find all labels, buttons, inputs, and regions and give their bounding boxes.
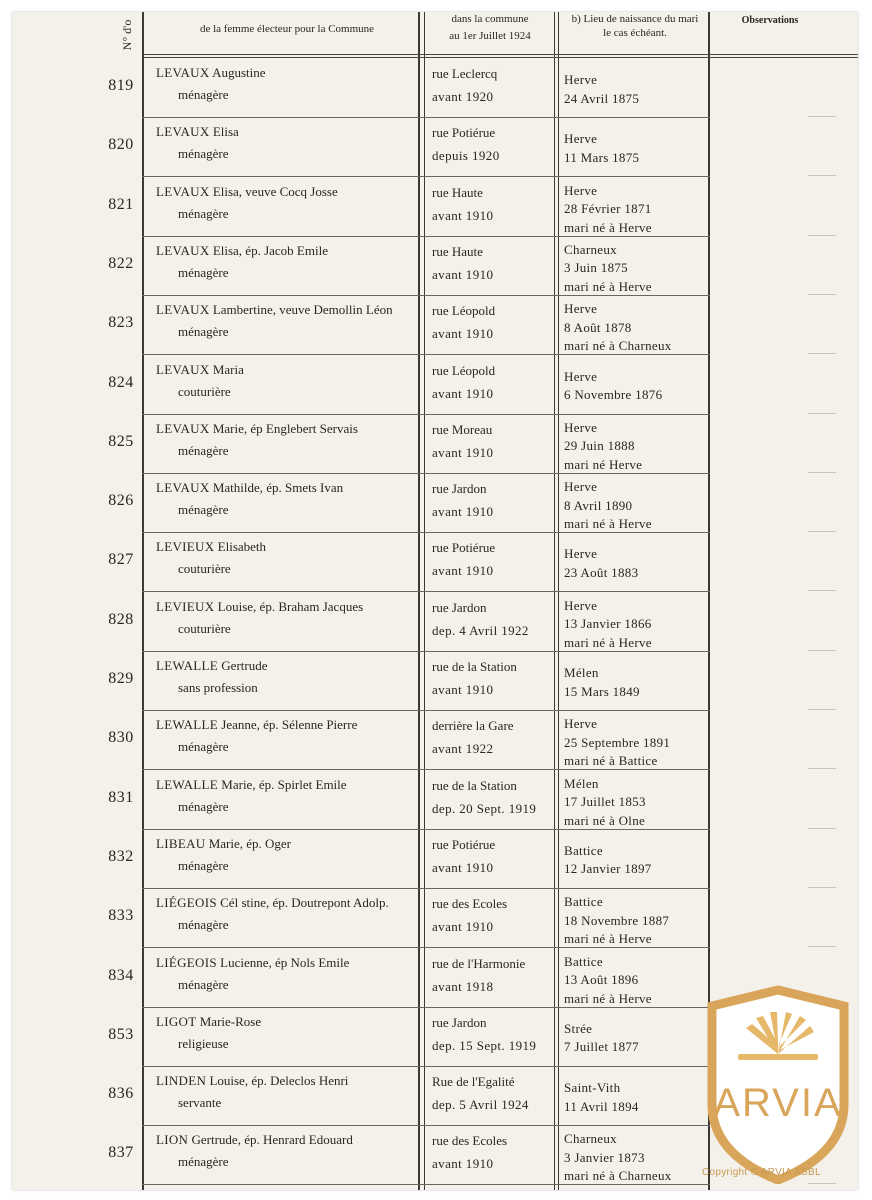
header-rule bbox=[144, 57, 858, 58]
residence-since: avant 1910 bbox=[432, 859, 494, 875]
name-header-text: de la femme électeur pour la Commune bbox=[199, 23, 375, 35]
voter-surname: LEVAUX bbox=[156, 124, 210, 140]
voter-occupation: ménagère bbox=[178, 205, 229, 221]
residence-since: avant 1918 bbox=[432, 978, 494, 994]
residence-street: rue Léopold bbox=[432, 303, 496, 319]
husband-birthplace: mari né Herve bbox=[564, 456, 643, 472]
birth-info bbox=[564, 71, 709, 108]
residence-street: rue Léopold bbox=[432, 362, 496, 378]
residence-since: avant 1910 bbox=[432, 919, 494, 935]
birth-place: Herve bbox=[564, 301, 598, 317]
voter-given-name: Jeanne, ép. Sélenne Pierre bbox=[221, 717, 358, 733]
birth-info bbox=[564, 953, 709, 1009]
voter-occupation: ménagère bbox=[178, 87, 229, 102]
voter-surname: LEVIEUX bbox=[156, 539, 215, 555]
voter-name bbox=[156, 539, 426, 555]
birth-info bbox=[564, 597, 709, 653]
residence-since: dep. 5 Avril 1924 bbox=[432, 1097, 529, 1113]
voter-surname: LEVAUX bbox=[156, 420, 210, 436]
voter-occupation: ménagère bbox=[178, 264, 229, 280]
voter-given-name: Gertrude, ép. Henrard Edouard bbox=[191, 1132, 353, 1148]
birth-info bbox=[564, 842, 709, 879]
voter-occupation: servante bbox=[178, 1095, 222, 1111]
number-header: N° d'o bbox=[119, 19, 134, 51]
birth-place: Mélen bbox=[564, 775, 599, 791]
table-row bbox=[12, 533, 858, 592]
residence-header-line1: dans la commune bbox=[451, 13, 529, 25]
voter-given-name: Marie, ép. Spirlet Emile bbox=[221, 776, 347, 792]
voter-surname: LEVIEUX bbox=[156, 598, 215, 614]
table-row bbox=[12, 474, 858, 533]
voter-given-name: Lambertine, veuve Demollin Léon bbox=[212, 302, 393, 318]
residence-since: avant 1910 bbox=[432, 207, 494, 223]
entry-number: 821 bbox=[108, 195, 134, 213]
entry-number: 819 bbox=[108, 77, 134, 94]
birth-date: 24 Avril 1875 bbox=[564, 90, 640, 106]
birth-info bbox=[564, 1130, 709, 1186]
table-row bbox=[12, 652, 858, 711]
entry-number: 825 bbox=[108, 432, 134, 450]
observation-rule bbox=[808, 175, 836, 176]
birth-header-line1: b) Lieu de naissance du mari bbox=[571, 13, 699, 25]
entry-number: 829 bbox=[108, 670, 134, 687]
voter-name bbox=[156, 658, 426, 674]
birth-column-header bbox=[560, 12, 710, 40]
birth-header-line2: le cas échéant. bbox=[603, 27, 667, 39]
residence-street: rue Potiérue bbox=[432, 540, 496, 556]
table-row bbox=[12, 356, 858, 415]
observation-rule bbox=[808, 531, 836, 532]
logo-text: ARVIA bbox=[713, 1081, 843, 1125]
voter-name bbox=[156, 717, 426, 733]
residence-since: avant 1910 bbox=[432, 444, 494, 460]
birth-info bbox=[564, 1020, 709, 1057]
birth-place: Battice bbox=[564, 953, 603, 969]
birth-info bbox=[564, 893, 709, 949]
birth-info bbox=[564, 775, 709, 831]
residence-street: rue Jardon bbox=[432, 599, 487, 615]
voter-given-name: Lucienne, ép Nols Emile bbox=[220, 954, 350, 970]
voter-given-name: Maria bbox=[212, 361, 244, 377]
voter-occupation: religieuse bbox=[178, 1035, 229, 1051]
birth-date: 25 Septembre 1891 bbox=[564, 734, 671, 750]
voter-name bbox=[156, 1014, 426, 1030]
voter-name bbox=[156, 124, 426, 140]
observation-rule bbox=[808, 828, 836, 829]
birth-date: 28 Février 1871 bbox=[564, 201, 652, 217]
voter-name bbox=[156, 65, 426, 81]
table-row bbox=[12, 296, 858, 355]
residence-since: avant 1922 bbox=[432, 741, 494, 757]
voter-surname: LEWALLE bbox=[156, 658, 219, 673]
birth-place: Herve bbox=[564, 546, 598, 562]
entry-number: 837 bbox=[108, 1144, 134, 1162]
husband-birthplace: mari né à Charneux bbox=[564, 338, 672, 354]
voter-surname: LEVAUX bbox=[156, 480, 210, 496]
voter-given-name: Louise, ép. Deleclos Henri bbox=[209, 1073, 349, 1089]
voter-surname: LEWALLE bbox=[156, 776, 219, 792]
voter-name bbox=[156, 1073, 426, 1089]
observation-rule bbox=[808, 590, 836, 591]
residence-street: rue des Ecoles bbox=[432, 896, 508, 912]
birth-date: 17 Juillet 1853 bbox=[564, 794, 646, 810]
entry-number: 836 bbox=[108, 1085, 134, 1103]
voter-given-name: Elisa, ép. Jacob Emile bbox=[212, 242, 328, 258]
voter-occupation: ménagère bbox=[178, 146, 229, 162]
observation-rule bbox=[808, 650, 836, 651]
voter-given-name: Elisa bbox=[212, 124, 239, 140]
birth-place: Herve bbox=[564, 368, 598, 384]
husband-birthplace: mari né à Herve bbox=[564, 990, 652, 1006]
birth-info bbox=[564, 241, 709, 297]
voter-surname: LEVAUX bbox=[156, 65, 210, 80]
residence-street: rue Potiérue bbox=[432, 125, 496, 141]
birth-date: 15 Mars 1849 bbox=[564, 683, 640, 699]
husband-birthplace: mari né à Herve bbox=[564, 634, 652, 650]
residence-street: rue de la Station bbox=[432, 659, 517, 674]
entry-number: 831 bbox=[108, 788, 134, 806]
voter-name bbox=[156, 480, 426, 496]
birth-date: 8 Août 1878 bbox=[564, 319, 632, 335]
voter-given-name: Cél stine, ép. Doutrepont Adolp. bbox=[220, 895, 389, 911]
voter-name bbox=[156, 955, 426, 971]
husband-birthplace: mari né à Herve bbox=[564, 278, 652, 294]
residence-since: avant 1910 bbox=[432, 504, 494, 520]
residence-since: avant 1910 bbox=[432, 1156, 494, 1172]
voter-occupation: ménagère bbox=[178, 739, 229, 755]
birth-place: Saint-Vith bbox=[564, 1080, 621, 1096]
residence-since: avant 1910 bbox=[432, 266, 494, 282]
observation-rule bbox=[808, 235, 836, 236]
voter-surname: LEVAUX bbox=[156, 361, 210, 377]
husband-birthplace: mari né à Charneux bbox=[564, 1168, 672, 1184]
voter-given-name: Louise, ép. Braham Jacques bbox=[217, 598, 364, 614]
husband-birthplace: mari né à Herve bbox=[564, 516, 652, 532]
husband-birthplace: mari né à Herve bbox=[564, 931, 652, 947]
entry-number: 822 bbox=[108, 254, 134, 272]
entry-number: 828 bbox=[108, 610, 134, 628]
table-row bbox=[12, 593, 858, 652]
birth-info bbox=[564, 182, 709, 238]
table-row bbox=[12, 59, 858, 118]
voter-surname: LIBEAU bbox=[156, 835, 206, 851]
voter-given-name: Marie-Rose bbox=[199, 1013, 262, 1029]
table-row bbox=[12, 237, 858, 296]
birth-date: 6 Novembre 1876 bbox=[564, 387, 663, 402]
birth-date: 12 Janvier 1897 bbox=[564, 861, 652, 877]
residence-street: rue Leclercq bbox=[432, 66, 498, 81]
birth-date: 23 Août 1883 bbox=[564, 564, 639, 580]
voter-name bbox=[156, 243, 426, 259]
voter-occupation: ménagère bbox=[178, 1154, 229, 1170]
husband-birthplace: mari né à Herve bbox=[564, 219, 652, 235]
residence-since: dep. 4 Avril 1922 bbox=[432, 622, 529, 638]
residence-street: rue Haute bbox=[432, 184, 483, 200]
birth-info bbox=[564, 300, 709, 356]
residence-since: avant 1920 bbox=[432, 89, 494, 104]
voter-name bbox=[156, 184, 426, 200]
voter-occupation: ménagère bbox=[178, 324, 229, 340]
observations-column-header bbox=[710, 14, 830, 28]
birth-date: 3 Juin 1875 bbox=[564, 260, 628, 276]
residence-street: Rue de l'Egalité bbox=[432, 1074, 515, 1090]
voter-occupation: couturière bbox=[178, 383, 231, 399]
residence-column-header bbox=[426, 12, 554, 43]
birth-date: 29 Juin 1888 bbox=[564, 438, 635, 454]
observation-rule bbox=[808, 768, 836, 769]
voter-given-name: Mathilde, ép. Smets Ivan bbox=[212, 480, 344, 496]
voter-occupation: ménagère bbox=[178, 442, 229, 458]
birth-place: Strée bbox=[564, 1020, 593, 1036]
voter-given-name: Gertrude bbox=[221, 658, 268, 673]
residence-header-line2: au 1er Juillet 1924 bbox=[449, 30, 531, 42]
residence-street: rue Jardon bbox=[432, 1014, 487, 1030]
birth-info bbox=[564, 1079, 709, 1116]
row-divider bbox=[142, 1184, 710, 1185]
observation-rule bbox=[808, 946, 836, 947]
voter-given-name: Augustine bbox=[212, 65, 266, 80]
voter-name bbox=[156, 895, 426, 911]
observation-rule bbox=[808, 709, 836, 710]
residence-since: depuis 1920 bbox=[432, 148, 500, 164]
birth-place: Charneux bbox=[564, 241, 617, 257]
entry-number: 853 bbox=[108, 1025, 134, 1043]
observation-rule bbox=[808, 472, 836, 473]
voter-surname: LION bbox=[156, 1132, 189, 1148]
birth-date: 11 Mars 1875 bbox=[564, 149, 640, 165]
voter-name bbox=[156, 599, 426, 615]
residence-since: avant 1910 bbox=[432, 385, 494, 401]
voter-occupation: couturière bbox=[178, 561, 231, 577]
voter-name bbox=[156, 302, 426, 318]
voter-surname: LEVAUX bbox=[156, 183, 210, 199]
entry-number: 826 bbox=[108, 492, 134, 510]
birth-date: 8 Avril 1890 bbox=[564, 497, 633, 513]
entry-number: 834 bbox=[108, 966, 134, 984]
header-rule bbox=[144, 54, 858, 55]
observation-rule bbox=[808, 294, 836, 295]
birth-info bbox=[564, 368, 709, 405]
residence-street: rue Jardon bbox=[432, 481, 487, 497]
residence-since: avant 1910 bbox=[432, 326, 494, 342]
birth-date: 11 Avril 1894 bbox=[564, 1098, 639, 1114]
residence-street: rue de l'Harmonie bbox=[432, 955, 526, 971]
voter-surname: LEWALLE bbox=[156, 717, 219, 733]
residence-since: dep. 15 Sept. 1919 bbox=[432, 1037, 537, 1053]
voter-occupation: ménagère bbox=[178, 976, 229, 992]
voter-surname: LEVAUX bbox=[156, 302, 210, 318]
residence-street: rue Potiérue bbox=[432, 836, 496, 852]
register-page bbox=[12, 12, 858, 1190]
voter-surname: LIÉGEOIS bbox=[156, 895, 217, 911]
name-column-header bbox=[162, 22, 412, 36]
voter-surname: LEVAUX bbox=[156, 242, 210, 258]
observations-header-text: Observations bbox=[741, 15, 799, 26]
table-row bbox=[12, 415, 858, 474]
birth-place: Battice bbox=[564, 894, 603, 910]
birth-place: Charneux bbox=[564, 1131, 617, 1147]
residence-since: avant 1910 bbox=[432, 563, 494, 579]
voter-occupation: ménagère bbox=[178, 857, 229, 873]
voter-name bbox=[156, 836, 426, 852]
observation-rule bbox=[808, 413, 836, 414]
copyright-notice: Copyright © ARVIA ASBL bbox=[702, 1167, 821, 1178]
voter-occupation: couturière bbox=[178, 620, 231, 636]
entry-number: 827 bbox=[108, 551, 134, 569]
birth-date: 13 Août 1896 bbox=[564, 972, 639, 987]
arvia-logo bbox=[698, 984, 858, 1184]
birth-date: 7 Juillet 1877 bbox=[564, 1039, 639, 1055]
birth-info bbox=[564, 545, 709, 582]
birth-place: Herve bbox=[564, 182, 598, 198]
entry-number: 823 bbox=[108, 314, 134, 332]
table-row bbox=[12, 178, 858, 237]
voter-surname: LIGOT bbox=[156, 1013, 197, 1029]
birth-place: Herve bbox=[564, 419, 598, 435]
birth-info bbox=[564, 130, 709, 167]
table-row bbox=[12, 889, 858, 948]
voter-occupation: ménagère bbox=[178, 917, 229, 933]
observation-rule bbox=[808, 116, 836, 117]
birth-date: 13 Janvier 1866 bbox=[564, 616, 652, 632]
birth-date: 3 Janvier 1873 bbox=[564, 1149, 645, 1165]
residence-street: rue Moreau bbox=[432, 421, 493, 437]
table-row bbox=[12, 830, 858, 889]
birth-place: Battice bbox=[564, 842, 603, 858]
birth-place: Herve bbox=[564, 716, 598, 732]
residence-since: dep. 20 Sept. 1919 bbox=[432, 800, 537, 816]
husband-birthplace: mari né à Olne bbox=[564, 812, 646, 828]
voter-name bbox=[156, 777, 426, 793]
birth-info bbox=[564, 478, 709, 534]
entry-number: 833 bbox=[108, 907, 134, 925]
voter-given-name: Marie, ép. Oger bbox=[208, 835, 292, 851]
voter-occupation: sans profession bbox=[178, 680, 258, 695]
voter-given-name: Elisa, veuve Cocq Josse bbox=[212, 183, 338, 199]
observation-rule bbox=[808, 887, 836, 888]
birth-date: 18 Novembre 1887 bbox=[564, 912, 670, 928]
birth-place: Herve bbox=[564, 72, 598, 87]
voter-occupation: ménagère bbox=[178, 798, 229, 814]
residence-street: rue des Ecoles bbox=[432, 1133, 508, 1149]
voter-name bbox=[156, 1132, 426, 1148]
table-row bbox=[12, 711, 858, 770]
voter-occupation: ménagère bbox=[178, 502, 229, 518]
residence-street: rue de la Station bbox=[432, 777, 517, 793]
birth-place: Herve bbox=[564, 597, 598, 613]
entry-number: 830 bbox=[108, 729, 134, 747]
residence-street: derrière la Gare bbox=[432, 718, 514, 734]
husband-birthplace: mari né à Battice bbox=[564, 753, 658, 769]
entry-number: 820 bbox=[108, 136, 134, 154]
residence-street: rue Haute bbox=[432, 243, 483, 259]
table-row bbox=[12, 118, 858, 177]
entry-number: 832 bbox=[108, 847, 134, 865]
table-row bbox=[12, 771, 858, 830]
birth-info bbox=[564, 715, 709, 771]
birth-place: Herve bbox=[564, 479, 598, 495]
voter-surname: LIÉGEOIS bbox=[156, 954, 217, 970]
voter-name bbox=[156, 362, 426, 378]
birth-info bbox=[564, 664, 709, 701]
residence-since: avant 1910 bbox=[432, 682, 494, 697]
observation-rule bbox=[808, 353, 836, 354]
voter-name bbox=[156, 421, 426, 437]
birth-info bbox=[564, 419, 709, 475]
table-header bbox=[12, 12, 858, 58]
entry-number: 824 bbox=[108, 373, 134, 391]
voter-given-name: Elisabeth bbox=[217, 539, 267, 555]
voter-surname: LINDEN bbox=[156, 1073, 207, 1089]
birth-place: Herve bbox=[564, 131, 598, 147]
voter-given-name: Marie, ép Englebert Servais bbox=[212, 420, 358, 436]
birth-place: Mélen bbox=[564, 665, 599, 680]
